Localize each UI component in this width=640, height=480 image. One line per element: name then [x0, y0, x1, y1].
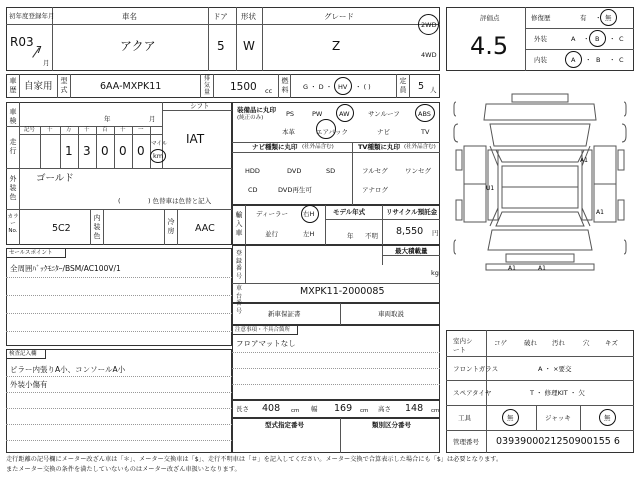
mileage-unit-km: km	[153, 152, 164, 160]
vehicle-label: 車歴	[9, 77, 17, 94]
mgmt-label: 管理番号	[453, 438, 479, 446]
navi-title: ナビ種類に丸印	[252, 143, 298, 151]
int-label: 内装	[534, 56, 547, 64]
mileage-header-100: 百	[102, 127, 108, 133]
width-value: 169	[334, 403, 353, 414]
registration-year: R03	[10, 35, 34, 49]
equipment-aw: AW	[339, 110, 350, 118]
int-option-sep2: ・	[609, 56, 616, 64]
notes-label: 注意事項・不具合箇所	[235, 327, 291, 333]
capacity-unit: 人	[430, 86, 437, 94]
car-diagram	[446, 80, 634, 280]
displacement-value: 1500	[230, 81, 257, 93]
recycle-unit: 円	[432, 229, 439, 237]
navi-title-note: (社外品含む)	[302, 144, 334, 150]
mileage-label: 走行	[9, 138, 17, 155]
mileage-digit: 0	[119, 144, 127, 158]
notes-text: フロアマットなし	[236, 339, 296, 348]
diagram-mark: U1	[486, 185, 495, 192]
doors-label: ドア	[213, 12, 228, 21]
exterior-note-paren: (	[118, 197, 121, 205]
ext-option-sep: ・	[583, 35, 590, 43]
month-unit: 月	[43, 59, 50, 67]
front-glass-label: フロントガラス	[453, 365, 499, 373]
color-no-value: 5C2	[52, 223, 71, 234]
import-label: 輸入車	[235, 211, 243, 237]
import-left: 左H	[303, 230, 315, 238]
diagram-mark: A1	[596, 209, 604, 216]
equipment-airbag: エアバック	[316, 128, 348, 136]
tv-title: TV種類に丸印	[358, 143, 400, 151]
width-label: 幅	[311, 405, 318, 413]
ext-option-c: C	[619, 35, 624, 43]
exterior-label: 外装色	[9, 175, 17, 201]
equipment-ps: PS	[286, 110, 295, 118]
model-year-label: モデル年式	[333, 208, 366, 216]
registration-row	[6, 74, 440, 98]
height-value: 148	[405, 403, 424, 414]
length-unit: cm	[291, 408, 300, 414]
mileage-header-10: 十	[120, 127, 126, 133]
import-right: 右H	[303, 210, 315, 218]
front-glass-options: A ・ ×要交	[538, 365, 572, 373]
mileage-header-symbol: 記号	[24, 127, 36, 133]
inspection-month: 月	[149, 115, 156, 123]
vehicle-value: 自家用	[24, 81, 53, 92]
diagram-mark: A1	[580, 157, 588, 164]
int-selected: A	[571, 56, 576, 64]
category-number: 類別区分番号	[372, 421, 411, 429]
tv-title-note: (社外品含む)	[404, 144, 436, 150]
height-label: 高さ	[378, 405, 391, 413]
score-value: 4.5	[470, 32, 509, 60]
repair-selected: 無	[605, 14, 612, 22]
displacement-label: 排気量	[203, 75, 210, 96]
sheet-item-burn: コゲ	[494, 339, 507, 347]
navi-hdd: HDD	[245, 167, 260, 175]
sheet-item-stain: 汚れ	[552, 339, 565, 347]
diagram-mark: A1	[538, 265, 546, 272]
equipment-tv: TV	[421, 128, 430, 136]
mileage-header-1: 一	[138, 127, 144, 133]
chassis-label: 車台番号	[235, 285, 242, 315]
footer-line2: またメーター交換の条件を満たしていないものはメーター改ざん車扱いとなります。	[6, 466, 241, 473]
sales-point-label: セールスポイント	[9, 250, 53, 256]
ext-option-sep2: ・	[609, 35, 616, 43]
recycle-label: リサイクル預託金	[386, 208, 438, 216]
int-option-c: C	[619, 56, 624, 64]
registration-year-label: 初年度登録年月	[9, 12, 55, 20]
doors-value: 5	[217, 39, 225, 53]
interior-color-label: 内装色	[93, 214, 101, 240]
drive-2wd: 2WD	[421, 21, 437, 29]
ac-label: 冷房	[167, 218, 175, 235]
sheet-item-hole: 穴	[583, 339, 590, 347]
navi-sd: SD	[326, 167, 336, 175]
grade-value: Z	[332, 39, 341, 53]
mileage-header-1k: 千	[84, 127, 90, 133]
equipment-subtitle: (純正のみ)	[237, 115, 264, 121]
length-value: 408	[262, 403, 281, 414]
max-load-unit: kg	[431, 269, 439, 277]
inspection-year: 年	[104, 115, 111, 123]
vehicle-manual: 車両取説	[378, 310, 404, 318]
registration-month: 7	[36, 45, 43, 56]
manual-block	[232, 303, 440, 325]
tv-fullseg: フルセグ	[362, 167, 388, 175]
capacity-label: 定員	[399, 77, 407, 94]
repair-option-yes: 有	[580, 14, 587, 22]
repair-option-sep: ・	[595, 14, 602, 22]
shape-label: 形状	[241, 12, 256, 21]
chassis-value: MXPK11-2000085	[300, 286, 385, 297]
ac-value: AAC	[195, 223, 215, 234]
fuel-label: 燃料	[281, 77, 289, 94]
fuel-options: G ・ D ・	[303, 83, 333, 91]
type-value: 6AA-MXPK11	[100, 81, 162, 92]
model-label: 車名	[122, 12, 137, 21]
inspector-line1: ピラー内張りA小、コンソールA小	[10, 365, 126, 374]
sheet-item-scratch: キズ	[605, 339, 618, 347]
length-label: 長さ	[236, 405, 249, 413]
model-year-unknown: 不明	[365, 232, 378, 240]
new-warranty: 新車保証書	[268, 310, 301, 318]
fuel-paren: ・ ( )	[355, 83, 371, 91]
max-load-label: 最大積載量	[395, 247, 428, 255]
repair-label: 修復歴	[531, 14, 551, 22]
height-unit: cm	[431, 408, 440, 414]
shift-value: IAT	[186, 132, 205, 146]
tv-analog: アナログ	[362, 186, 388, 194]
spare-tire-options: T ・ 修理KIT ・ 欠	[530, 389, 585, 397]
fuel-selected: HV	[338, 83, 348, 91]
tv-oneseg: ワンセグ	[405, 167, 431, 175]
tools-label: 工具	[458, 414, 471, 422]
tools-value: 無	[507, 414, 514, 422]
shift-label: シフト	[190, 102, 210, 110]
equipment-pw: PW	[312, 110, 323, 118]
mileage-header-100k: 十	[47, 127, 53, 133]
type-label: 型式	[60, 77, 68, 94]
sheet-item-tear: 破れ	[524, 339, 537, 347]
diagram-mark: A1	[508, 265, 516, 272]
import-dealer: ディーラー	[256, 210, 288, 218]
capacity-value: 5	[418, 81, 425, 92]
width-unit: cm	[360, 408, 369, 414]
footer-line1: 走行距離の記号欄にメーター改ざん車は「＊」、メーター交換車は「$」、走行不明車は「＃」を記入してください。メーター交換で合算表示した場合にも「$」は必要となります。	[6, 456, 503, 463]
recycle-value: 8,550	[396, 226, 424, 237]
mileage-digit: 1	[65, 144, 73, 158]
grade-label: グレード	[324, 12, 354, 21]
interior-sheet-label: 室内シート	[453, 337, 473, 354]
mileage-header-10k: 万	[66, 127, 72, 133]
sales-point-text: 全周囲ﾊﾞｯｸﾓﾆﾀｰ/BSM/AC100V/1	[10, 264, 121, 273]
ext-option-a: A	[571, 35, 576, 43]
reg-no-label: 登録番号	[235, 250, 242, 280]
notes-block	[232, 325, 440, 400]
jack-label: ジャッキ	[545, 414, 571, 422]
equipment-navi: ナビ	[377, 128, 390, 136]
navi-dvd-play: DVD再生可	[278, 186, 312, 194]
inspector-label: 検査記入欄	[9, 351, 37, 357]
score-label: 評価点	[480, 14, 500, 22]
navi-dvd: DVD	[287, 167, 302, 175]
model-year-year: 年	[347, 232, 354, 240]
mileage-digit: 3	[83, 144, 91, 158]
exterior-note: ) 色替車は色替と記入	[148, 197, 212, 205]
type-designation: 型式指定番号	[265, 421, 304, 429]
ext-selected: B	[595, 35, 600, 43]
inspection-label: 車検	[9, 108, 17, 125]
import-parallel: 並行	[265, 230, 278, 238]
inspector-line2: 外装小傷有	[10, 380, 48, 389]
equipment-title: 装備品に丸印	[237, 106, 276, 114]
spare-tire-label: スペアタイヤ	[453, 389, 492, 397]
equipment-sunroof: サンルーフ	[368, 110, 400, 118]
int-option-b: B	[596, 56, 601, 64]
jack-value: 無	[604, 414, 611, 422]
mileage-digit: 0	[137, 144, 145, 158]
navi-cd: CD	[248, 186, 258, 194]
shape-value: W	[243, 39, 255, 53]
int-option-sep: ・	[585, 56, 592, 64]
model-value: アクア	[120, 39, 156, 53]
ext-label: 外装	[534, 35, 547, 43]
equipment-leather: 本革	[282, 128, 295, 136]
mgmt-value: 0393900021250900155 6	[496, 436, 620, 447]
exterior-value: ゴールド	[36, 173, 74, 184]
color-no-label: カラーNo.	[7, 214, 19, 234]
drive-4wd: 4WD	[421, 51, 437, 59]
mileage-digit: 0	[101, 144, 109, 158]
displacement-unit: cc	[265, 87, 273, 95]
mileage-unit-mile: マイル	[151, 141, 168, 147]
equipment-abs: ABS	[418, 110, 431, 118]
